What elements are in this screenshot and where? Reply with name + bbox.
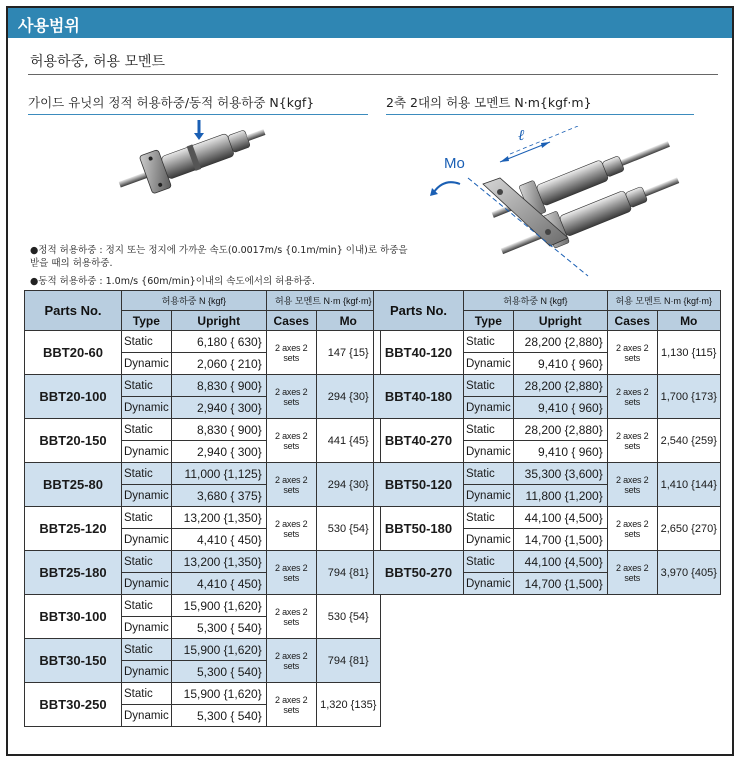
th-parts-no: Parts No. [25,291,122,331]
type-static: Static [464,419,514,441]
type-static: Static [122,419,172,441]
table-row [374,419,721,441]
moment-mo: 2,650 {270} [657,507,720,551]
part-number: BBT50-180 [374,507,464,551]
type-static: Static [122,507,172,529]
table-row [25,331,381,353]
table-row [374,331,721,353]
th-load: 허용하중 N {kgf} [464,291,608,311]
th-moment: 허용 모멘트 N·m {kgf·m} [266,291,380,311]
cases: 2 axes 2 sets [266,331,316,375]
static-load: 11,000 {1,125} [171,463,266,485]
th-mo: Mo [657,311,720,331]
type-dynamic: Dynamic [464,397,514,419]
dynamic-load: 4,410 { 450} [171,573,266,595]
mo-label: Mo [444,155,465,172]
dynamic-load: 5,300 { 540} [171,661,266,683]
moment-mo: 530 {54} [316,595,380,639]
cases: 2 axes 2 sets [607,463,657,507]
part-number: BBT20-100 [25,375,122,419]
th-upright: Upright [171,311,266,331]
part-number: BBT30-100 [25,595,122,639]
th-upright: Upright [513,311,607,331]
static-load: 6,180 { 630} [171,331,266,353]
part-number: BBT50-120 [374,463,464,507]
notes [30,244,410,293]
dynamic-load: 3,680 { 375} [171,485,266,507]
type-dynamic: Dynamic [122,353,172,375]
type-static: Static [122,595,172,617]
cases: 2 axes 2 sets [266,375,316,419]
moment-mo: 1,410 {144} [657,463,720,507]
dynamic-load: 9,410 { 960} [513,353,607,375]
cases: 2 axes 2 sets [266,463,316,507]
type-dynamic: Dynamic [122,485,172,507]
moment-mo: 794 {81} [316,639,380,683]
spec-table-right [373,290,721,595]
type-dynamic: Dynamic [122,397,172,419]
part-number: BBT25-80 [25,463,122,507]
dynamic-load: 11,800 {1,200} [513,485,607,507]
static-load: 15,900 {1,620} [171,639,266,661]
static-load: 8,830 { 900} [171,419,266,441]
subtitle: 허용하중, 허용 모멘트 [30,54,166,70]
static-load: 15,900 {1,620} [171,595,266,617]
ell-label: ℓ [518,126,525,144]
part-number: BBT40-180 [374,375,464,419]
cases: 2 axes 2 sets [607,375,657,419]
dynamic-load: 2,060 { 210} [171,353,266,375]
type-dynamic: Dynamic [122,441,172,463]
part-number: BBT30-250 [25,683,122,727]
table-row [374,375,721,397]
type-dynamic: Dynamic [464,573,514,595]
cases: 2 axes 2 sets [266,551,316,595]
th-parts-no: Parts No. [374,291,464,331]
dynamic-load: 5,300 { 540} [171,705,266,727]
table-row [25,595,381,617]
moment-mo: 1,130 {115} [657,331,720,375]
cases: 2 axes 2 sets [607,507,657,551]
cases: 2 axes 2 sets [607,551,657,595]
guide-unit-illustration [113,116,273,200]
part-number: BBT20-150 [25,419,122,463]
cases: 2 axes 2 sets [266,595,316,639]
table-row [374,463,721,485]
note-dynamic: ●동적 허용하중 : 1.0m/s {60m/min}이내의 속도에서의 허용하중. [30,276,315,287]
moment-mo: 3,970 {405} [657,551,720,595]
part-number: BBT20-60 [25,331,122,375]
dynamic-load: 4,410 { 450} [171,529,266,551]
type-dynamic: Dynamic [122,617,172,639]
static-load: 28,200 {2,880} [513,375,607,397]
moment-mo: 294 {30} [316,463,380,507]
note-static: ●정적 허용하중 : 정지 또는 정지에 가까운 속도(0.0017m/s {0.1m/min} 이내)로 하중을 받을 때의 허용하중. [30,245,408,269]
table-row [374,551,721,573]
type-static: Static [122,683,172,705]
moment-mo: 147 {15} [316,331,380,375]
dynamic-load: 9,410 { 960} [513,397,607,419]
spec-table-left [24,290,381,727]
part-number: BBT25-180 [25,551,122,595]
th-mo: Mo [316,311,380,331]
type-dynamic: Dynamic [464,353,514,375]
moment-mo: 2,540 {259} [657,419,720,463]
type-dynamic: Dynamic [464,441,514,463]
section-title-right: 2축 2대의 허용 모멘트 N·m{kgf·m} [386,93,694,115]
page-banner: 사용범위 [8,8,732,38]
moment-mo: 794 {81} [316,551,380,595]
type-static: Static [122,551,172,573]
cases: 2 axes 2 sets [607,419,657,463]
type-static: Static [122,639,172,661]
static-load: 13,200 {1,350} [171,551,266,573]
table-row [25,507,381,529]
moment-mo: 1,320 {135} [316,683,380,727]
type-dynamic: Dynamic [122,661,172,683]
th-moment: 허용 모멘트 N·m {kgf·m} [607,291,720,311]
dynamic-load: 2,940 { 300} [171,441,266,463]
th-type: Type [464,311,514,331]
table-row [25,639,381,661]
dynamic-load: 2,940 { 300} [171,397,266,419]
static-load: 44,100 {4,500} [513,507,607,529]
static-load: 44,100 {4,500} [513,551,607,573]
type-dynamic: Dynamic [464,529,514,551]
type-static: Static [122,463,172,485]
type-static: Static [122,331,172,353]
type-static: Static [464,375,514,397]
table-row [25,375,381,397]
table-row [25,551,381,573]
table-row [25,419,381,441]
static-load: 13,200 {1,350} [171,507,266,529]
cases: 2 axes 2 sets [266,419,316,463]
type-dynamic: Dynamic [122,573,172,595]
type-dynamic: Dynamic [122,705,172,727]
static-load: 8,830 { 900} [171,375,266,397]
type-static: Static [464,507,514,529]
type-static: Static [122,375,172,397]
type-dynamic: Dynamic [122,529,172,551]
part-number: BBT40-120 [374,331,464,375]
static-load: 28,200 {2,880} [513,331,607,353]
dynamic-load: 9,410 { 960} [513,441,607,463]
table-row [374,507,721,529]
dynamic-load: 5,300 { 540} [171,617,266,639]
table-row [25,463,381,485]
th-load: 허용하중 N {kgf} [122,291,267,311]
type-dynamic: Dynamic [464,485,514,507]
cases: 2 axes 2 sets [607,331,657,375]
table-body-left [25,331,381,727]
part-number: BBT40-270 [374,419,464,463]
cases: 2 axes 2 sets [266,683,316,727]
subtitle-divider [28,74,718,75]
table-row [25,683,381,705]
part-number: BBT30-150 [25,639,122,683]
part-number: BBT25-120 [25,507,122,551]
static-load: 15,900 {1,620} [171,683,266,705]
two-axis-moment-illustration [428,126,698,278]
th-cases: Cases [266,311,316,331]
th-cases: Cases [607,311,657,331]
type-static: Static [464,463,514,485]
cases: 2 axes 2 sets [266,507,316,551]
th-type: Type [122,311,172,331]
section-title-left: 가이드 유닛의 정적 허용하중/동적 허용하중 N{kgf} [28,93,368,115]
part-number: BBT50-270 [374,551,464,595]
type-static: Static [464,331,514,353]
type-static: Static [464,551,514,573]
table-body-right [374,331,721,595]
moment-mo: 530 {54} [316,507,380,551]
moment-mo: 1,700 {173} [657,375,720,419]
static-load: 35,300 {3,600} [513,463,607,485]
cases: 2 axes 2 sets [266,639,316,683]
moment-mo: 294 {30} [316,375,380,419]
dynamic-load: 14,700 {1,500} [513,573,607,595]
moment-mo: 441 {45} [316,419,380,463]
dynamic-load: 14,700 {1,500} [513,529,607,551]
static-load: 28,200 {2,880} [513,419,607,441]
